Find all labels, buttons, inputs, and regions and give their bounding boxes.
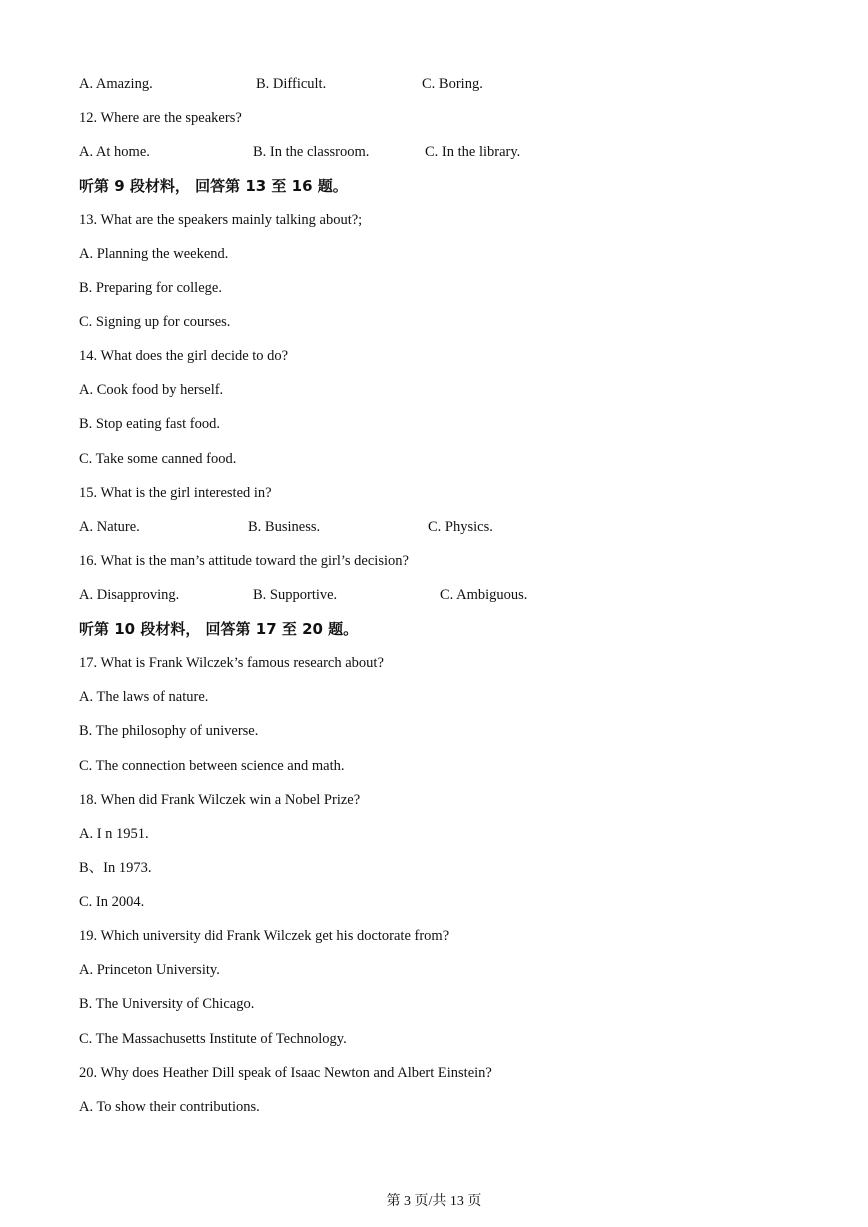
q15-option-b: B. Business.	[248, 519, 321, 535]
q13-option-c: C. Signing up for courses.	[79, 314, 231, 330]
q12-option-c: C. In the library.	[425, 144, 521, 160]
q19-option-b: B. The University of Chicago.	[79, 996, 255, 1012]
q11-option-a: A. Amazing.	[79, 76, 153, 92]
q17-option-a: A. The laws of nature.	[79, 689, 209, 705]
q19-question: 19. Which university did Frank Wilczek get his doctorate from?	[79, 928, 450, 944]
q18-option-c: C. In 2004.	[79, 894, 145, 910]
q17-option-b: B. The philosophy of universe.	[79, 723, 259, 739]
q13-option-a: A. Planning the weekend.	[79, 246, 229, 262]
q19-option-a: A. Princeton University.	[79, 962, 220, 978]
q13-question: 13. What are the speakers mainly talking about?;	[79, 212, 363, 228]
q20-option-a: A. To show their contributions.	[79, 1099, 260, 1115]
section-10-heading: 听第 10 段材料， 回答第 17 至 20 题。	[79, 620, 359, 638]
q12-question: 12. Where are the speakers?	[79, 110, 242, 126]
q14-option-a: A. Cook food by herself.	[79, 382, 224, 398]
q12-option-a: A. At home.	[79, 144, 150, 160]
q15-option-c: C. Physics.	[428, 519, 493, 535]
q11-option-b: B. Difficult.	[256, 76, 327, 92]
q14-option-c: C. Take some canned food.	[79, 451, 237, 467]
q12-option-b: B. In the classroom.	[253, 144, 370, 160]
page-footer: 第 3 页/共 13 页	[386, 1194, 482, 1209]
q16-option-b: B. Supportive.	[253, 587, 338, 603]
q18-option-b: B、In 1973.	[79, 860, 152, 876]
q14-option-b: B. Stop eating fast food.	[79, 416, 220, 432]
q16-option-a: A. Disapproving.	[79, 587, 180, 603]
q18-question: 18. When did Frank Wilczek win a Nobel Prize?	[79, 792, 361, 808]
q16-question: 16. What is the man’s attitude toward the girl’s decision?	[79, 553, 409, 569]
q15-question: 15. What is the girl interested in?	[79, 485, 272, 501]
q14-question: 14. What does the girl decide to do?	[79, 348, 289, 364]
q18-option-a: A. I n 1951.	[79, 826, 149, 842]
q11-option-c: C. Boring.	[422, 76, 483, 92]
q17-option-c: C. The connection between science and math.	[79, 758, 345, 774]
q19-option-c: C. The Massachusetts Institute of Technology.	[79, 1031, 347, 1047]
q20-question: 20. Why does Heather Dill speak of Isaac Newton and Albert Einstein?	[79, 1065, 492, 1081]
section-9-heading: 听第 9 段材料， 回答第 13 至 16 题。	[79, 177, 348, 195]
q13-option-b: B. Preparing for college.	[79, 280, 222, 296]
q17-question: 17. What is Frank Wilczek’s famous research about?	[79, 655, 384, 671]
q15-option-a: A. Nature.	[79, 519, 140, 535]
q16-option-c: C. Ambiguous.	[440, 587, 528, 603]
